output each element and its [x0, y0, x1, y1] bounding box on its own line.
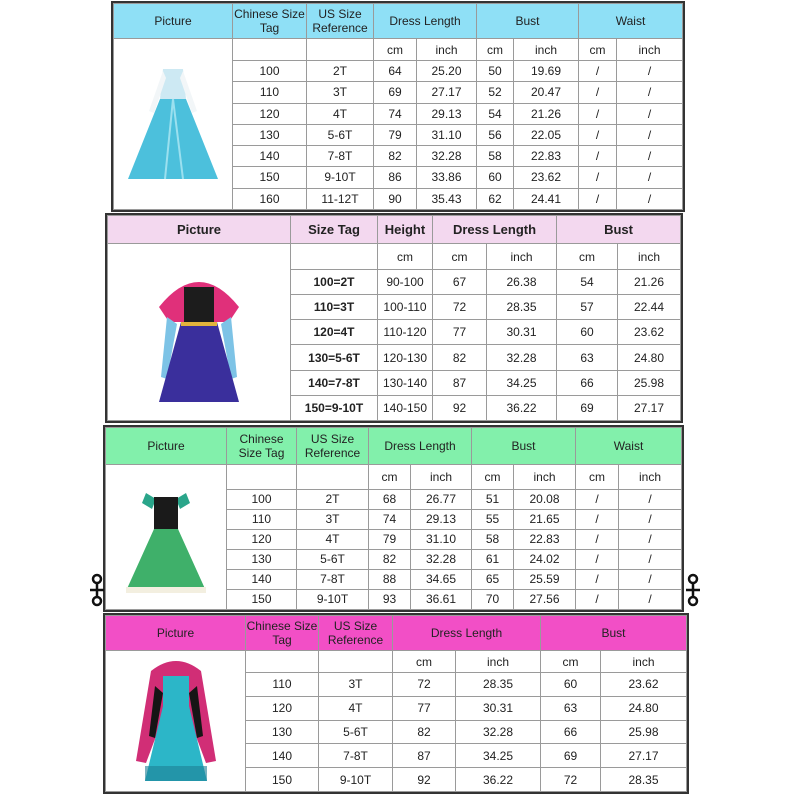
- table-cell: 22.44: [618, 295, 681, 320]
- table-cell: 4T: [307, 103, 374, 124]
- table-cell: 87: [393, 744, 456, 768]
- table-cell: 28.35: [601, 768, 687, 792]
- column-header: Bust: [541, 616, 687, 651]
- table-cell: 35.43: [417, 188, 477, 209]
- table-cell: /: [619, 490, 682, 510]
- table-cell: 130=5-6T: [291, 345, 378, 370]
- table-cell: 7-8T: [307, 146, 374, 167]
- table-cell: 72: [541, 768, 601, 792]
- table-cell: /: [617, 103, 683, 124]
- table-cell: 150: [246, 768, 319, 792]
- table-cell: 110: [246, 673, 319, 697]
- unit-cell: inch: [417, 39, 477, 61]
- coronation-dress-image: [121, 651, 231, 791]
- table-cell: 120=4T: [291, 320, 378, 345]
- unit-cell: inch: [601, 651, 687, 673]
- table-cell: 28.35: [487, 295, 557, 320]
- table-cell: 55: [472, 509, 514, 529]
- table-cell: 52: [477, 82, 514, 103]
- table-cell: 140-150: [378, 395, 433, 420]
- table-cell: 27.17: [601, 744, 687, 768]
- table-cell: 79: [369, 529, 411, 549]
- table-cell: 110-120: [378, 320, 433, 345]
- column-header: Chinese Size Tag: [227, 428, 297, 465]
- table-cell: 61: [472, 549, 514, 569]
- table-cell: /: [576, 549, 619, 569]
- table-cell: 63: [541, 696, 601, 720]
- table-cell: 150: [233, 167, 307, 188]
- units-row: [106, 651, 687, 673]
- table-cell: 72: [433, 295, 487, 320]
- table-cell: 2T: [307, 61, 374, 82]
- table-cell: 100-110: [378, 295, 433, 320]
- table-cell: /: [576, 569, 619, 589]
- table-cell: 23.62: [514, 167, 579, 188]
- unit-cell: [227, 465, 297, 490]
- unit-cell: cm: [433, 244, 487, 270]
- table-cell: 9-10T: [297, 589, 369, 609]
- column-header: Chinese Size Tag: [233, 4, 307, 39]
- table-cell: 82: [433, 345, 487, 370]
- table-cell: 30.31: [487, 320, 557, 345]
- table-cell: 120-130: [378, 345, 433, 370]
- unit-cell: inch: [514, 39, 579, 61]
- unit-cell: cm: [579, 39, 617, 61]
- table-cell: 25.20: [417, 61, 477, 82]
- table-cell: /: [579, 82, 617, 103]
- table-cell: 3T: [319, 673, 393, 697]
- table-cell: 25.98: [618, 370, 681, 395]
- table-cell: 130: [246, 720, 319, 744]
- table-cell: 23.62: [601, 673, 687, 697]
- table-cell: 30.31: [456, 696, 541, 720]
- size-table-purple-cape-dress: [107, 215, 681, 421]
- table-cell: 77: [393, 696, 456, 720]
- table-cell: 31.10: [417, 124, 477, 145]
- table-cell: /: [619, 549, 682, 569]
- table-cell: 27.56: [514, 589, 576, 609]
- column-header: Dress Length: [369, 428, 472, 465]
- header-row: [108, 216, 681, 244]
- table-cell: 92: [433, 395, 487, 420]
- column-header: Chinese Size Tag: [246, 616, 319, 651]
- header-row: [114, 4, 683, 39]
- table-cell: 50: [477, 61, 514, 82]
- table-cell: 100: [227, 490, 297, 510]
- table-cell: 29.13: [411, 509, 472, 529]
- table-cell: 87: [433, 370, 487, 395]
- unit-cell: [246, 651, 319, 673]
- table-cell: 79: [374, 124, 417, 145]
- table-cell: /: [579, 124, 617, 145]
- table-cell: 31.10: [411, 529, 472, 549]
- table-cell: 140: [227, 569, 297, 589]
- dress-picture: [106, 465, 227, 610]
- table-cell: 32.28: [487, 345, 557, 370]
- table-cell: 140: [246, 744, 319, 768]
- column-header: Waist: [579, 4, 683, 39]
- table-cell: 130: [227, 549, 297, 569]
- table-cell: 66: [541, 720, 601, 744]
- table-cell: 9-10T: [319, 768, 393, 792]
- table-cell: 27.17: [417, 82, 477, 103]
- unit-cell: cm: [472, 465, 514, 490]
- table-cell: 86: [374, 167, 417, 188]
- table-cell: 100: [233, 61, 307, 82]
- table-cell: /: [576, 509, 619, 529]
- table-cell: 58: [477, 146, 514, 167]
- table-cell: 32.28: [411, 549, 472, 569]
- units-row: [106, 465, 682, 490]
- unit-cell: cm: [477, 39, 514, 61]
- table-cell: /: [576, 490, 619, 510]
- column-header: Waist: [576, 428, 682, 465]
- table-cell: 22.05: [514, 124, 579, 145]
- table-cell: /: [617, 167, 683, 188]
- unit-cell: cm: [378, 244, 433, 270]
- table-cell: 100=2T: [291, 270, 378, 295]
- table-cell: 77: [433, 320, 487, 345]
- column-header: Picture: [106, 616, 246, 651]
- unit-cell: inch: [487, 244, 557, 270]
- unit-cell: [307, 39, 374, 61]
- table-cell: 28.35: [456, 673, 541, 697]
- table-cell: 26.38: [487, 270, 557, 295]
- table-cell: /: [617, 188, 683, 209]
- column-header: Dress Length: [433, 216, 557, 244]
- table-cell: 88: [369, 569, 411, 589]
- table-cell: 22.83: [514, 146, 579, 167]
- table-cell: 60: [477, 167, 514, 188]
- table-cell: 130: [233, 124, 307, 145]
- unit-cell: [319, 651, 393, 673]
- unit-cell: cm: [369, 465, 411, 490]
- table-cell: 130-140: [378, 370, 433, 395]
- table-cell: 82: [393, 720, 456, 744]
- table-cell: 5-6T: [307, 124, 374, 145]
- column-header: US Size Reference: [297, 428, 369, 465]
- table-cell: 93: [369, 589, 411, 609]
- table-cell: 19.69: [514, 61, 579, 82]
- table-cell: 69: [374, 82, 417, 103]
- dress-picture: [106, 651, 246, 792]
- column-header: Picture: [106, 428, 227, 465]
- table-cell: 22.83: [514, 529, 576, 549]
- unit-cell: inch: [411, 465, 472, 490]
- column-header: Bust: [472, 428, 576, 465]
- unit-cell: inch: [514, 465, 576, 490]
- table-cell: 7-8T: [319, 744, 393, 768]
- unit-cell: cm: [374, 39, 417, 61]
- table-cell: 60: [557, 320, 618, 345]
- table-cell: 56: [477, 124, 514, 145]
- unit-cell: [233, 39, 307, 61]
- table-cell: 5-6T: [319, 720, 393, 744]
- table-cell: 57: [557, 295, 618, 320]
- column-header: US Size Reference: [307, 4, 374, 39]
- unit-cell: inch: [456, 651, 541, 673]
- unit-cell: cm: [557, 244, 618, 270]
- table-cell: 60: [541, 673, 601, 697]
- table-cell: 34.65: [411, 569, 472, 589]
- table-cell: 67: [433, 270, 487, 295]
- table-cell: 24.80: [601, 696, 687, 720]
- unit-cell: cm: [541, 651, 601, 673]
- table-cell: /: [579, 188, 617, 209]
- header-row: [106, 428, 682, 465]
- table-cell: /: [619, 589, 682, 609]
- left-ornament-icon: [86, 572, 108, 608]
- table-cell: 120: [233, 103, 307, 124]
- column-header: Picture: [114, 4, 233, 39]
- table-cell: 7-8T: [297, 569, 369, 589]
- unit-cell: cm: [576, 465, 619, 490]
- table-cell: /: [619, 509, 682, 529]
- table-cell: /: [579, 146, 617, 167]
- units-row: [108, 244, 681, 270]
- table-cell: 34.25: [487, 370, 557, 395]
- unit-cell: cm: [393, 651, 456, 673]
- table-cell: 150: [227, 589, 297, 609]
- table-cell: 29.13: [417, 103, 477, 124]
- column-header: Dress Length: [374, 4, 477, 39]
- table-cell: 32.28: [456, 720, 541, 744]
- table-cell: 70: [472, 589, 514, 609]
- header-row: [106, 616, 687, 651]
- table-cell: 36.22: [487, 395, 557, 420]
- table-cell: 72: [393, 673, 456, 697]
- table-cell: 140=7-8T: [291, 370, 378, 395]
- unit-cell: inch: [619, 465, 682, 490]
- table-cell: 82: [374, 146, 417, 167]
- table-cell: 32.28: [417, 146, 477, 167]
- table-cell: 24.02: [514, 549, 576, 569]
- column-header: Dress Length: [393, 616, 541, 651]
- table-cell: 82: [369, 549, 411, 569]
- table-cell: 64: [374, 61, 417, 82]
- table-cell: 2T: [297, 490, 369, 510]
- table-cell: 21.26: [514, 103, 579, 124]
- table-cell: 110: [227, 509, 297, 529]
- dress-picture: [114, 39, 233, 210]
- dress-picture: [108, 244, 291, 421]
- table-cell: 120: [227, 529, 297, 549]
- unit-cell: [297, 465, 369, 490]
- table-cell: 25.98: [601, 720, 687, 744]
- table-cell: 4T: [297, 529, 369, 549]
- column-header: US Size Reference: [319, 616, 393, 651]
- units-row: [114, 39, 683, 61]
- table-cell: 90: [374, 188, 417, 209]
- right-ornament-icon: [682, 572, 704, 608]
- table-cell: 36.22: [456, 768, 541, 792]
- column-header: Bust: [477, 4, 579, 39]
- table-cell: 34.25: [456, 744, 541, 768]
- green-dress-image: [116, 475, 216, 600]
- column-header: Size Tag: [291, 216, 378, 244]
- table-cell: 74: [369, 509, 411, 529]
- table-cell: /: [579, 167, 617, 188]
- table-cell: 62: [477, 188, 514, 209]
- table-cell: /: [579, 103, 617, 124]
- table-cell: 54: [557, 270, 618, 295]
- table-cell: 140: [233, 146, 307, 167]
- size-table-coronation-dress: [105, 615, 687, 792]
- table-cell: 65: [472, 569, 514, 589]
- table-cell: 27.17: [618, 395, 681, 420]
- size-table-blue-dress: [113, 3, 683, 210]
- table-cell: 9-10T: [307, 167, 374, 188]
- table-cell: 23.62: [618, 320, 681, 345]
- column-header: Bust: [557, 216, 681, 244]
- table-cell: /: [576, 589, 619, 609]
- table-cell: 26.77: [411, 490, 472, 510]
- size-table-green-dress: [105, 427, 682, 610]
- table-cell: /: [617, 82, 683, 103]
- unit-cell: [291, 244, 378, 270]
- table-cell: 4T: [319, 696, 393, 720]
- table-cell: 150=9-10T: [291, 395, 378, 420]
- table-cell: 3T: [297, 509, 369, 529]
- purple-cape-dress-image: [139, 257, 259, 407]
- table-cell: 20.47: [514, 82, 579, 103]
- unit-cell: inch: [617, 39, 683, 61]
- table-cell: 58: [472, 529, 514, 549]
- table-cell: 68: [369, 490, 411, 510]
- table-cell: 110=3T: [291, 295, 378, 320]
- table-cell: 21.26: [618, 270, 681, 295]
- table-cell: 160: [233, 188, 307, 209]
- table-cell: 90-100: [378, 270, 433, 295]
- table-cell: 20.08: [514, 490, 576, 510]
- table-cell: 21.65: [514, 509, 576, 529]
- table-cell: 69: [557, 395, 618, 420]
- table-cell: /: [617, 124, 683, 145]
- column-header: Height: [378, 216, 433, 244]
- table-cell: 51: [472, 490, 514, 510]
- table-cell: 74: [374, 103, 417, 124]
- table-cell: /: [619, 529, 682, 549]
- table-cell: /: [617, 146, 683, 167]
- blue-dress-image: [118, 59, 228, 189]
- table-cell: 33.86: [417, 167, 477, 188]
- table-cell: 24.41: [514, 188, 579, 209]
- table-cell: 3T: [307, 82, 374, 103]
- table-cell: 69: [541, 744, 601, 768]
- table-cell: 25.59: [514, 569, 576, 589]
- unit-cell: inch: [618, 244, 681, 270]
- table-cell: /: [579, 61, 617, 82]
- table-cell: 5-6T: [297, 549, 369, 569]
- table-cell: 92: [393, 768, 456, 792]
- table-cell: 54: [477, 103, 514, 124]
- table-cell: 24.80: [618, 345, 681, 370]
- table-cell: 120: [246, 696, 319, 720]
- table-cell: 66: [557, 370, 618, 395]
- table-cell: 11-12T: [307, 188, 374, 209]
- column-header: Picture: [108, 216, 291, 244]
- table-cell: 110: [233, 82, 307, 103]
- table-cell: /: [576, 529, 619, 549]
- table-cell: 36.61: [411, 589, 472, 609]
- table-cell: /: [617, 61, 683, 82]
- table-cell: /: [619, 569, 682, 589]
- table-cell: 63: [557, 345, 618, 370]
